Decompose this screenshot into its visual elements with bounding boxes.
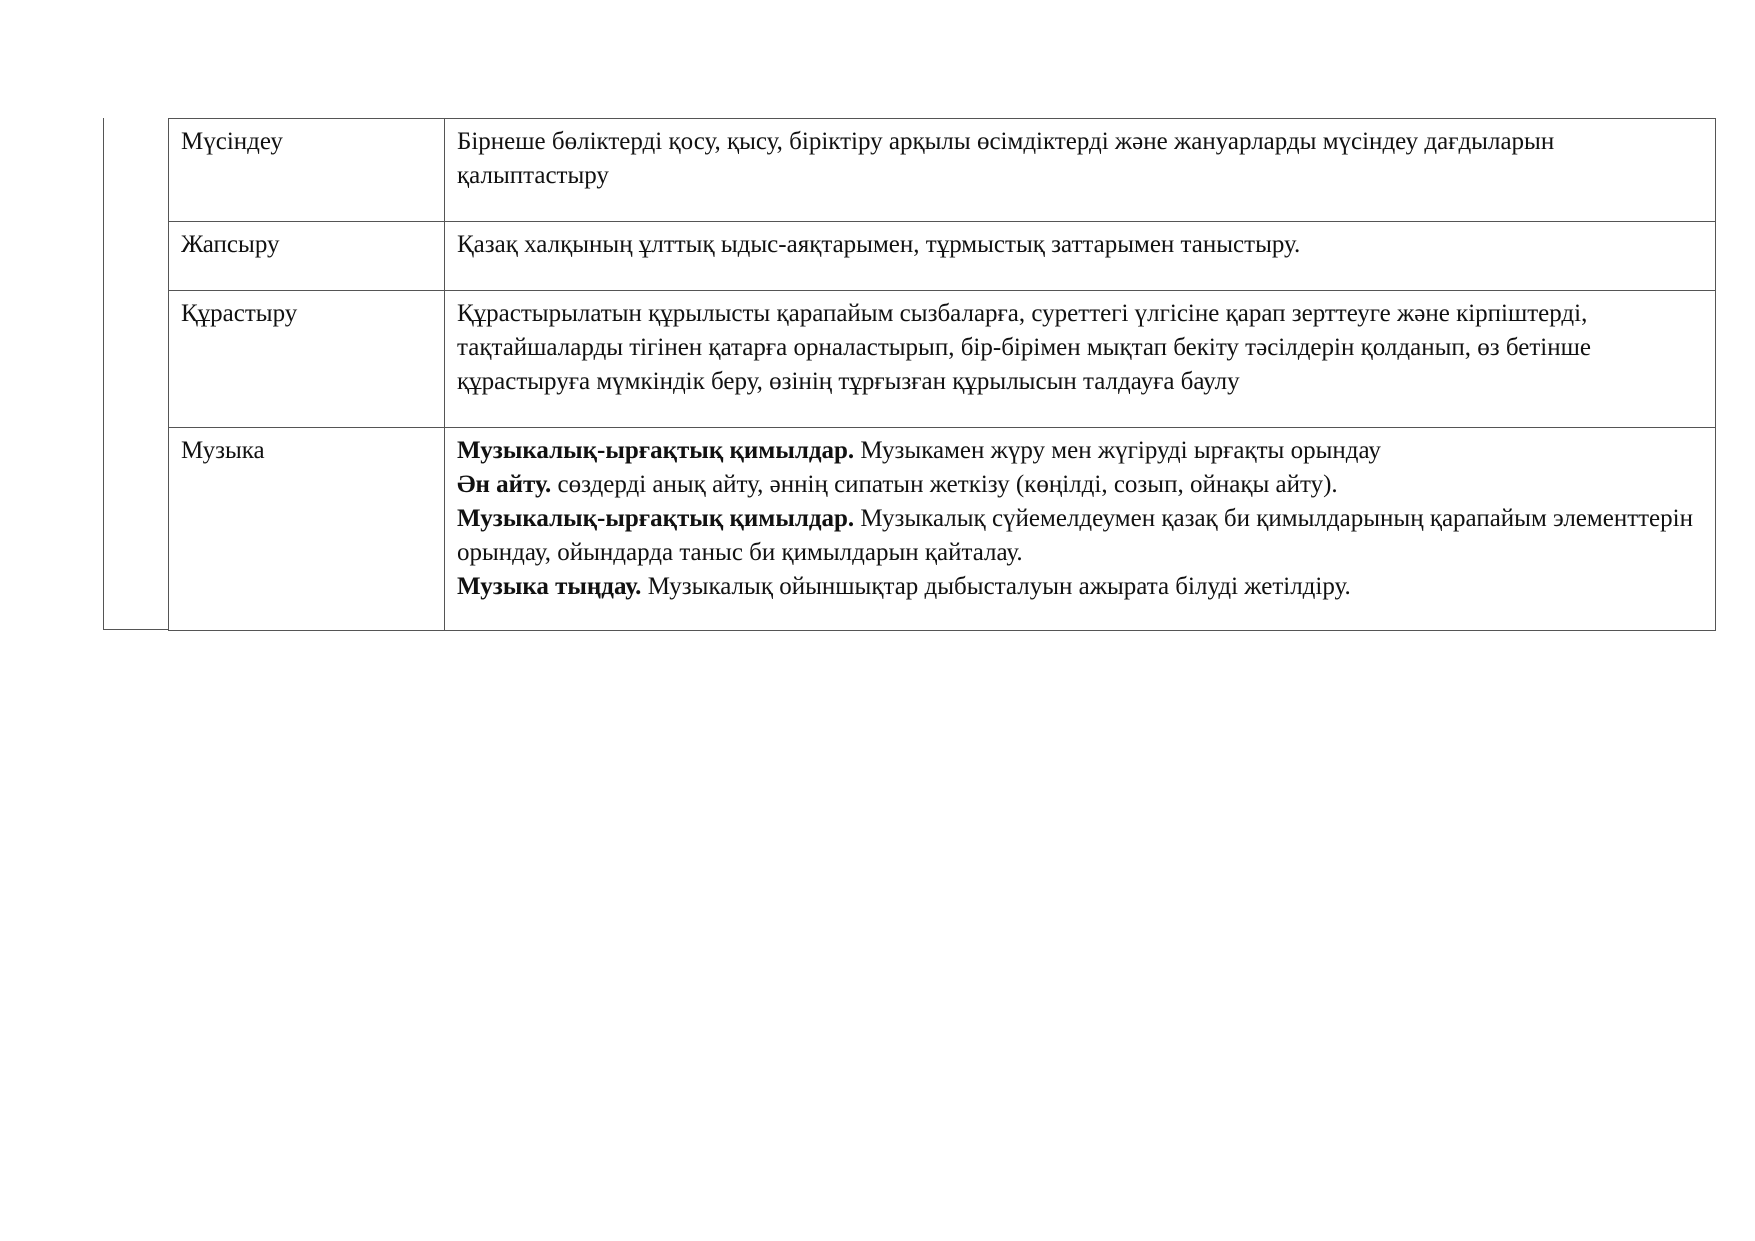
music-item-heading: Музыкалық-ырғақтық қимылдар. xyxy=(457,505,855,532)
activity-table xyxy=(168,118,1716,631)
music-item xyxy=(457,570,1703,604)
music-item xyxy=(457,468,1703,502)
music-item-text: Музыкалық сүйемелдеумен қазақ би қимылдарының қарапайым элементтерін орындау, ойындарда таныс би қимылдарын қайталау. xyxy=(457,505,1693,566)
music-item xyxy=(457,434,1703,468)
description-cell xyxy=(445,428,1716,631)
table-row xyxy=(169,119,1716,222)
music-item-heading: Ән айту. xyxy=(457,471,552,498)
description-cell: Құрастырылатын құрылысты қарапайым сызбаларға, суреттегі үлгісіне қарап зерттеуге және кірпіштерді, тақтайшаларды тігінен қатарға орналастырып, бір-бірімен мықтап бекіту тәсілдерін қолданып, өз бетінше құрастыруға мүмкіндік беру, өзінің тұрғызған құрылысын талдауға баулу xyxy=(445,291,1716,428)
description-cell: Бірнеше бөліктерді қосу, қысу, біріктіру арқылы өсімдіктерді және жануарларды мүсіндеу дағдыларын қалыптастыру xyxy=(445,119,1716,222)
music-item-heading: Музыкалық-ырғақтық қимылдар. xyxy=(457,437,855,464)
music-item-text: сөздерді анық айту, әннің сипатын жеткізу (көңілді, созып, ойнақы айту). xyxy=(551,471,1338,498)
description-cell: Қазақ халқының ұлттық ыдыс-аяқтарымен, тұрмыстық заттарымен таныстыру. xyxy=(445,222,1716,291)
music-item xyxy=(457,502,1703,570)
table-row xyxy=(169,222,1716,291)
activity-cell: Құрастыру xyxy=(169,291,445,428)
music-item-text: Музыкамен жүру мен жүгіруді ырғақты орындау xyxy=(854,437,1381,464)
music-item-heading: Музыка тыңдау. xyxy=(457,573,642,600)
table-row xyxy=(169,291,1716,428)
activity-cell: Мүсіндеу xyxy=(169,119,445,222)
music-item-text: Музыкалық ойыншықтар дыбысталуын ажырата білуді жетілдіру. xyxy=(641,573,1351,600)
activity-cell: Музыка xyxy=(169,428,445,631)
table-row xyxy=(169,428,1716,631)
activity-cell: Жапсыру xyxy=(169,222,445,291)
left-margin-column xyxy=(103,118,169,630)
